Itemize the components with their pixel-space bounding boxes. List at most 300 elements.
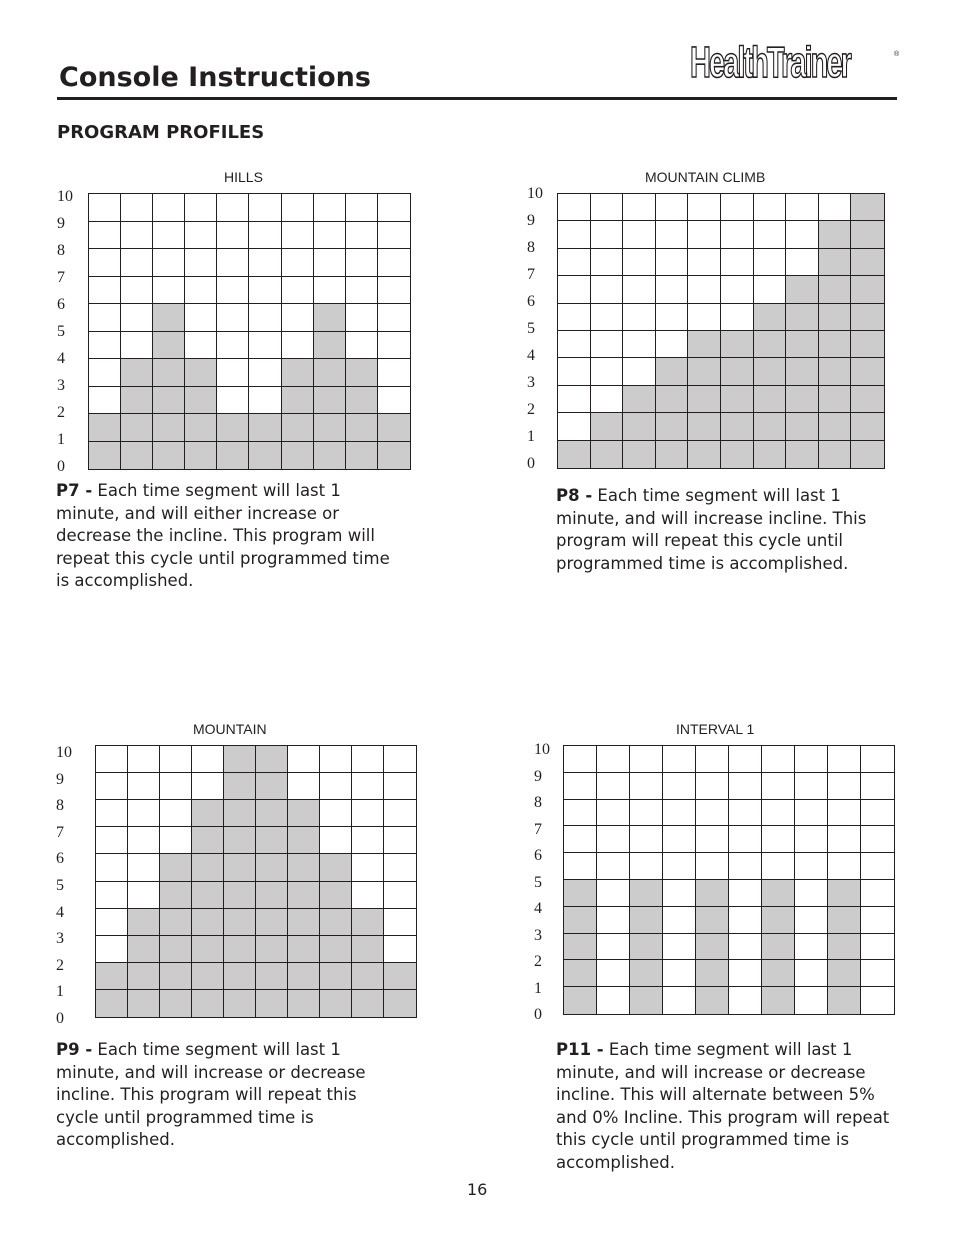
profile-cell (217, 387, 249, 415)
profile-cell (663, 746, 696, 773)
profile-cell-filled (224, 936, 256, 963)
profile-cell (249, 194, 281, 222)
profile-cell-filled (217, 414, 249, 442)
profile-cell-filled (346, 442, 378, 470)
profile-cell (282, 194, 314, 222)
profile-cell (861, 934, 894, 961)
description-text-p9: Each time segment will last 1 minute, and will increase or decrease incline. This program will repeat this cycle until programmed time is accomplished. (56, 1040, 366, 1150)
profile-cell (249, 249, 281, 277)
profile-cell (597, 934, 630, 961)
profile-cell (663, 773, 696, 800)
profile-cell-filled (224, 963, 256, 990)
profile-cell (378, 359, 410, 387)
profile-cell (89, 222, 121, 250)
profile-cell (217, 304, 249, 332)
profile-cell (558, 221, 591, 248)
profile-cell (696, 746, 729, 773)
profile-cell (89, 304, 121, 332)
y-tick-label: 5 (56, 877, 64, 894)
profile-cell-filled (786, 304, 819, 331)
profile-cell-filled (153, 332, 185, 360)
profile-cell-filled (192, 800, 224, 827)
profile-cell-filled (851, 441, 884, 468)
profile-cell-filled (352, 990, 384, 1017)
profile-cell-filled (96, 990, 128, 1017)
profile-cell-filled (828, 934, 861, 961)
profile-cell-filled (256, 882, 288, 909)
profile-grid-mountain-climb (557, 193, 885, 469)
profile-cell-filled (656, 413, 689, 440)
profile-cell-filled (314, 332, 346, 360)
profile-cell (320, 800, 352, 827)
profile-cell-filled (754, 441, 787, 468)
profile-cell-filled (314, 304, 346, 332)
profile-cell (688, 304, 721, 331)
profile-cell (288, 746, 320, 773)
y-tick-label: 5 (57, 323, 65, 340)
profile-cell (623, 221, 656, 248)
profile-cell (795, 800, 828, 827)
profile-cell (861, 880, 894, 907)
profile-cell (795, 853, 828, 880)
profile-cell (696, 826, 729, 853)
page-number: 16 (467, 1180, 488, 1199)
healthtrainer-logo (690, 38, 932, 87)
profile-cell (828, 853, 861, 880)
profile-cell (282, 277, 314, 305)
y-tick-label: 7 (56, 823, 64, 841)
profile-cell (688, 194, 721, 221)
profile-cell-filled (288, 827, 320, 854)
profile-cell-filled (160, 936, 192, 963)
profile-cell-filled (786, 386, 819, 413)
profile-cell (96, 909, 128, 936)
y-tick-label: 4 (534, 900, 542, 917)
profile-cell (185, 249, 217, 277)
profile-cell-filled (224, 882, 256, 909)
profile-cell (819, 194, 852, 221)
profile-cell-filled (352, 909, 384, 936)
profile-cell-filled (346, 387, 378, 415)
profile-cell (623, 194, 656, 221)
profile-cell-filled (828, 880, 861, 907)
profile-cell (623, 304, 656, 331)
profile-cell-filled (591, 413, 624, 440)
y-tick-label: 0 (534, 1006, 542, 1023)
profile-cell (192, 773, 224, 800)
profile-cell (128, 854, 160, 881)
profile-cell-filled (224, 746, 256, 773)
profile-cell (558, 386, 591, 413)
profile-cell (282, 222, 314, 250)
profile-cell (352, 800, 384, 827)
profile-cell (160, 827, 192, 854)
y-tick-label: 6 (534, 847, 542, 864)
y-tick-label: 10 (527, 185, 543, 202)
profile-cell-filled (224, 800, 256, 827)
profile-cell-filled (851, 194, 884, 221)
program-label-p8: P8 - (556, 486, 593, 505)
profile-cell (128, 882, 160, 909)
profile-cell (795, 907, 828, 934)
profile-cell (762, 800, 795, 827)
profile-cell-filled (185, 414, 217, 442)
profile-cell-filled (851, 331, 884, 358)
profile-cell-filled (320, 854, 352, 881)
profile-cell (96, 882, 128, 909)
profile-cell-filled (786, 413, 819, 440)
profile-cell (663, 826, 696, 853)
profile-cell (96, 827, 128, 854)
profile-cell (128, 746, 160, 773)
profile-cell (795, 773, 828, 800)
profile-cell-filled (688, 386, 721, 413)
profile-cell (249, 359, 281, 387)
profile-cell (96, 936, 128, 963)
profile-cell (89, 194, 121, 222)
profile-cell-filled (786, 331, 819, 358)
profile-cell (249, 222, 281, 250)
profile-cell-filled (121, 414, 153, 442)
y-tick-label: 1 (534, 979, 542, 997)
profile-cell (314, 194, 346, 222)
y-tick-label: 0 (57, 458, 65, 475)
profile-cell-filled (696, 960, 729, 987)
profile-cell (249, 277, 281, 305)
profile-cell-filled (314, 387, 346, 415)
profile-cell-filled (754, 413, 787, 440)
profile-cell-filled (282, 414, 314, 442)
profile-cell (688, 249, 721, 276)
header-rule (57, 97, 897, 100)
profile-cell-filled (185, 387, 217, 415)
profile-cell (558, 276, 591, 303)
profile-cell-filled (786, 358, 819, 385)
profile-cell-filled (623, 413, 656, 440)
profile-cell (795, 826, 828, 853)
profile-cell-filled (128, 936, 160, 963)
profile-cell (320, 746, 352, 773)
profile-cell-filled (754, 331, 787, 358)
profile-cell (249, 387, 281, 415)
profile-cell (762, 746, 795, 773)
profile-cell-filled (128, 963, 160, 990)
profile-cell-filled (819, 249, 852, 276)
profile-cell-filled (121, 387, 153, 415)
profile-cell-filled (282, 387, 314, 415)
chart-title-hills: HILLS (224, 169, 263, 185)
profile-cell-filled (346, 359, 378, 387)
profile-cell (663, 907, 696, 934)
profile-cell (346, 249, 378, 277)
profile-cell (564, 746, 597, 773)
profile-cell-filled (591, 441, 624, 468)
profile-cell (861, 800, 894, 827)
profile-cell (630, 746, 663, 773)
profile-cell-filled (721, 441, 754, 468)
profile-cell (591, 304, 624, 331)
profile-cell (564, 800, 597, 827)
profile-cell (96, 773, 128, 800)
description-p8 (556, 485, 896, 575)
section-title: PROGRAM PROFILES (57, 122, 265, 143)
profile-cell-filled (851, 413, 884, 440)
profile-cell (721, 221, 754, 248)
profile-cell-filled (224, 773, 256, 800)
profile-cell (352, 746, 384, 773)
profile-cell-filled (696, 907, 729, 934)
profile-cell (217, 277, 249, 305)
y-tick-label: 8 (534, 794, 542, 811)
profile-cell (591, 358, 624, 385)
y-tick-label: 7 (527, 266, 535, 283)
profile-cell (729, 960, 762, 987)
profile-cell-filled (754, 386, 787, 413)
profile-cell (384, 773, 416, 800)
profile-cell (378, 249, 410, 277)
profile-cell (696, 800, 729, 827)
y-tick-label: 8 (57, 242, 65, 259)
profile-cell (795, 960, 828, 987)
logo-wordmark: HealthTrainer (690, 38, 850, 87)
profile-cell-filled (288, 936, 320, 963)
profile-cell-filled (192, 936, 224, 963)
program-label-p11: P11 - (556, 1040, 604, 1059)
profile-cell (828, 746, 861, 773)
profile-cell (185, 222, 217, 250)
y-tick-label: 6 (56, 850, 64, 868)
profile-cell (591, 276, 624, 303)
y-tick-label: 7 (534, 820, 542, 838)
registered-mark: ® (894, 51, 900, 58)
description-p9 (56, 1039, 401, 1152)
profile-cell (384, 800, 416, 827)
profile-cell-filled (249, 414, 281, 442)
profile-cell-filled (384, 990, 416, 1017)
y-tick-label: 2 (56, 956, 64, 974)
profile-cell-filled (688, 331, 721, 358)
profile-cell (89, 277, 121, 305)
y-tick-label: 3 (534, 926, 542, 944)
profile-cell (630, 826, 663, 853)
profile-cell (346, 194, 378, 222)
profile-cell-filled (314, 414, 346, 442)
profile-cell-filled (288, 990, 320, 1017)
profile-cell-filled (320, 936, 352, 963)
profile-cell (314, 249, 346, 277)
profile-cell-filled (564, 960, 597, 987)
profile-cell-filled (378, 414, 410, 442)
profile-cell (346, 332, 378, 360)
profile-cell (591, 194, 624, 221)
profile-cell (378, 304, 410, 332)
profile-cell (591, 331, 624, 358)
profile-cell (378, 332, 410, 360)
profile-cell (153, 194, 185, 222)
profile-cell-filled (828, 907, 861, 934)
profile-cell (282, 332, 314, 360)
profile-cell (729, 907, 762, 934)
profile-cell-filled (696, 880, 729, 907)
profile-cell-filled (96, 963, 128, 990)
profile-cell (663, 960, 696, 987)
profile-cell-filled (721, 386, 754, 413)
profile-cell (754, 249, 787, 276)
profile-cell (861, 987, 894, 1014)
profile-cell-filled (656, 441, 689, 468)
profile-cell (217, 194, 249, 222)
profile-grid-hills (88, 193, 411, 470)
profile-cell (663, 880, 696, 907)
profile-cell (786, 221, 819, 248)
y-tick-label: 5 (534, 873, 542, 891)
profile-cell-filled (623, 386, 656, 413)
profile-cell (795, 987, 828, 1014)
profile-cell (160, 800, 192, 827)
y-tick-label: 6 (57, 296, 65, 313)
profile-cell-filled (828, 987, 861, 1014)
profile-cell (630, 800, 663, 827)
profile-cell (378, 194, 410, 222)
profile-cell-filled (217, 442, 249, 470)
profile-cell (352, 827, 384, 854)
description-text-p11: Each time segment will last 1 minute, and will increase or decrease incline. This will alternate between 5% and 0% Incline. This program will repeat this cycle until programmed time is accomplished. (556, 1040, 890, 1172)
profile-cell-filled (320, 909, 352, 936)
profile-cell-filled (564, 987, 597, 1014)
profile-cell (721, 276, 754, 303)
profile-cell (591, 249, 624, 276)
profile-cell-filled (160, 963, 192, 990)
y-tick-label: 3 (56, 930, 64, 948)
profile-cell-filled (688, 413, 721, 440)
profile-cell (861, 960, 894, 987)
profile-cell-filled (819, 358, 852, 385)
page-title: Console Instructions (59, 62, 371, 93)
profile-cell (754, 221, 787, 248)
profile-cell (320, 827, 352, 854)
profile-cell-filled (256, 854, 288, 881)
profile-cell-filled (224, 909, 256, 936)
profile-cell-filled (121, 442, 153, 470)
profile-cell (795, 934, 828, 961)
description-text-p7: Each time segment will last 1 minute, and will either increase or decrease the incline. This program will repeat this cycle until programmed time is accomplished. (56, 481, 390, 591)
y-tick-label: 3 (527, 374, 535, 391)
profile-cell-filled (656, 386, 689, 413)
profile-cell (591, 221, 624, 248)
profile-cell-filled (249, 442, 281, 470)
profile-cell-filled (696, 987, 729, 1014)
profile-cell (378, 387, 410, 415)
y-tick-label: 3 (57, 377, 65, 394)
profile-cell-filled (630, 880, 663, 907)
profile-cell (160, 746, 192, 773)
profile-cell (656, 331, 689, 358)
profile-cell (861, 773, 894, 800)
y-tick-label: 4 (527, 347, 535, 364)
profile-cell (786, 249, 819, 276)
profile-cell (378, 277, 410, 305)
profile-cell (346, 277, 378, 305)
profile-cell (217, 332, 249, 360)
y-tick-label: 8 (56, 797, 64, 815)
profile-cell-filled (192, 909, 224, 936)
profile-cell (217, 222, 249, 250)
profile-cell-filled (314, 442, 346, 470)
profile-cell (786, 194, 819, 221)
profile-cell-filled (851, 358, 884, 385)
profile-cell-filled (160, 990, 192, 1017)
profile-cell (623, 358, 656, 385)
profile-cell (564, 826, 597, 853)
profile-cell-filled (851, 304, 884, 331)
profile-cell (663, 800, 696, 827)
y-tick-label: 6 (527, 293, 535, 310)
profile-cell-filled (288, 800, 320, 827)
profile-cell (89, 332, 121, 360)
profile-cell (729, 746, 762, 773)
profile-cell (729, 773, 762, 800)
description-p7 (56, 480, 401, 593)
profile-cell-filled (288, 909, 320, 936)
profile-cell-filled (192, 827, 224, 854)
profile-cell (861, 907, 894, 934)
profile-cell (249, 304, 281, 332)
profile-cell (89, 249, 121, 277)
profile-cell (558, 304, 591, 331)
profile-cell (288, 773, 320, 800)
profile-cell-filled (656, 358, 689, 385)
profile-cell (153, 277, 185, 305)
profile-cell-filled (762, 934, 795, 961)
profile-cell (721, 249, 754, 276)
profile-cell-filled (721, 331, 754, 358)
profile-cell (597, 800, 630, 827)
profile-cell (828, 826, 861, 853)
profile-cell-filled (819, 386, 852, 413)
profile-cell-filled (352, 936, 384, 963)
y-tick-label: 10 (56, 744, 72, 761)
description-text-p8: Each time segment will last 1 minute, and will increase incline. This program will repeat this cycle until programmed time is accomplished. (556, 486, 867, 573)
y-tick-label: 2 (57, 404, 65, 421)
profile-cell-filled (688, 358, 721, 385)
profile-cell (384, 827, 416, 854)
profile-cell-filled (192, 963, 224, 990)
profile-grid-mountain (95, 745, 417, 1018)
profile-cell (185, 277, 217, 305)
profile-cell-filled (819, 413, 852, 440)
profile-cell-filled (819, 441, 852, 468)
profile-cell (121, 249, 153, 277)
profile-cell (96, 746, 128, 773)
profile-cell (128, 773, 160, 800)
profile-cell (352, 882, 384, 909)
y-tick-label: 9 (527, 212, 535, 229)
profile-cell (597, 773, 630, 800)
profile-cell (192, 746, 224, 773)
profile-cell (320, 773, 352, 800)
profile-cell (249, 332, 281, 360)
y-tick-label: 9 (57, 215, 65, 232)
profile-cell (346, 304, 378, 332)
profile-cell (121, 222, 153, 250)
profile-cell (384, 909, 416, 936)
profile-cell (128, 800, 160, 827)
profile-cell (861, 746, 894, 773)
profile-cell-filled (256, 936, 288, 963)
profile-cell (597, 880, 630, 907)
profile-cell-filled (320, 963, 352, 990)
profile-cell (89, 359, 121, 387)
